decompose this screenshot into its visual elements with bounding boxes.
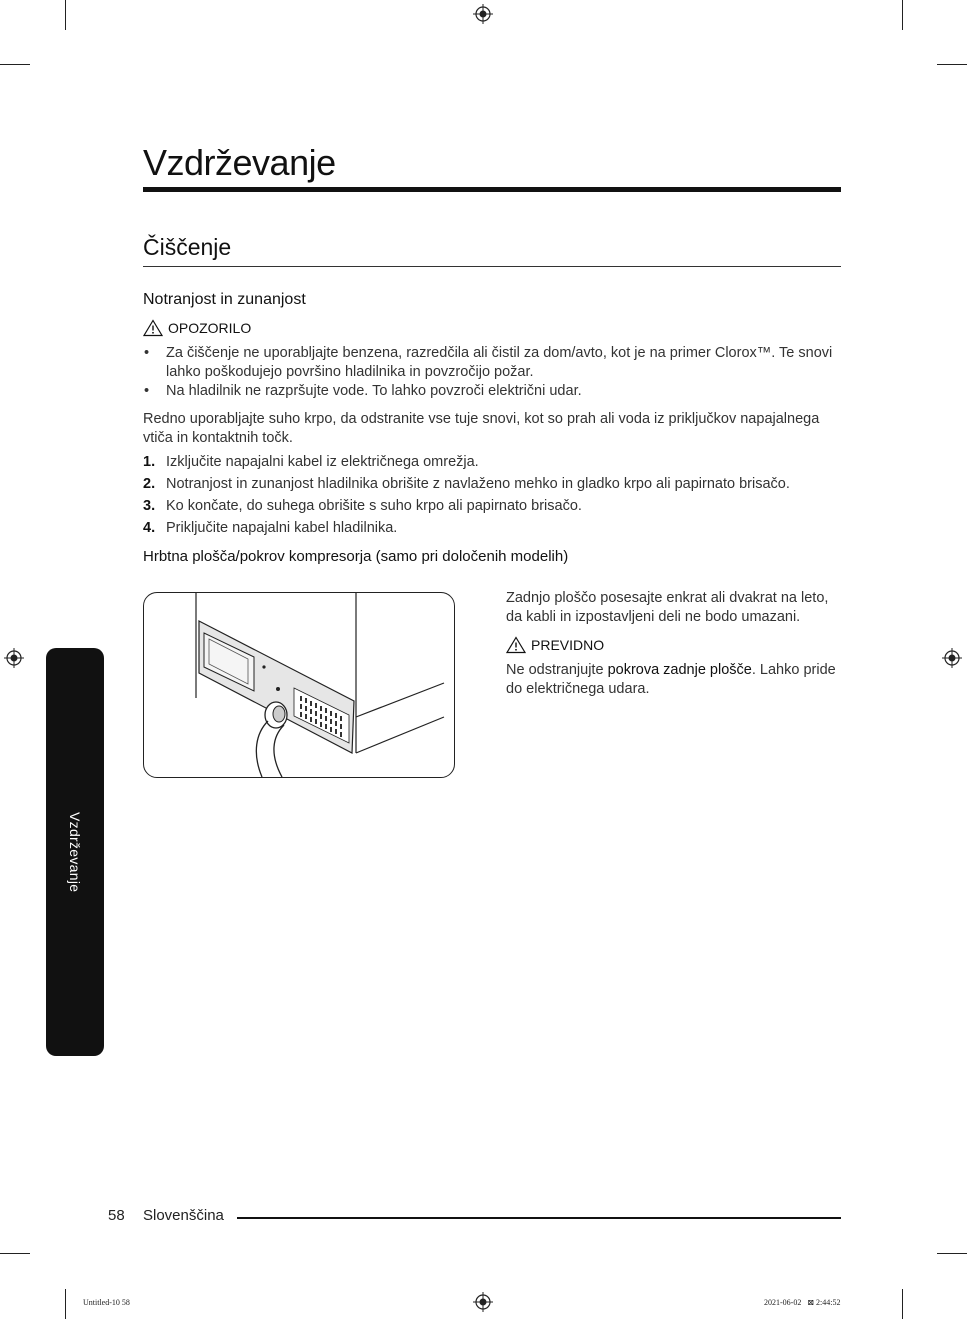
- print-slug-timestamp: [764, 1298, 840, 1307]
- registration-mark-icon: [473, 4, 493, 24]
- step-text: Ko končate, do suhega obrišite s suho krpo ali papirnato brisačo.: [166, 497, 582, 514]
- caution-text-before: Ne odstranjujte: [506, 662, 608, 678]
- print-slug-date: 2021-06-02: [764, 1298, 802, 1307]
- step-item: [143, 495, 843, 517]
- crop-mark: [0, 1253, 30, 1254]
- warning-label: OPOZORILO: [168, 320, 252, 336]
- step-item: [143, 473, 843, 495]
- rear-text: Zadnjo ploščo posesajte enkrat ali dvakrat na leto, da kabli in izpostavljeni deli ne bodo umazani.: [506, 590, 829, 625]
- step-text: Notranjost in zunanjost hladilnika obrišite z navlaženo mehko in gladko krpo ali papirnato brisačo.: [166, 475, 790, 492]
- caution-block: [506, 636, 604, 654]
- warning-bullet-list: [143, 344, 843, 401]
- registration-mark-icon: [942, 648, 962, 668]
- step-text: Izključite napajalni kabel iz električnega omrežja.: [166, 453, 479, 470]
- caution-label: PREVIDNO: [531, 637, 605, 653]
- footer-rule: [237, 1217, 841, 1219]
- step-item: [143, 517, 843, 539]
- step-number: 1.: [143, 453, 156, 470]
- crop-mark: [65, 0, 66, 30]
- caution-text-after: . Lahko pride do električnega udara.: [506, 662, 836, 697]
- step-number: 2.: [143, 475, 156, 492]
- crop-mark: [0, 64, 30, 65]
- print-slug-time-glyph: ⊠: [807, 1298, 815, 1307]
- registration-mark-icon: [4, 648, 24, 668]
- section-rule: [143, 266, 841, 267]
- step-number: 4.: [143, 519, 156, 536]
- step-number: 3.: [143, 497, 156, 514]
- registration-mark-icon: [473, 1292, 493, 1312]
- step-text: Priključite napajalni kabel hladilnika.: [166, 519, 398, 536]
- list-item: • Na hladilnik ne razpršujte vode. To lahko povzroči električni udar.: [143, 382, 843, 401]
- rear-panel-drawing: [144, 593, 454, 777]
- side-tab-label: Vzdrževanje: [67, 811, 83, 893]
- steps-list: [143, 451, 843, 539]
- crop-mark: [65, 1289, 66, 1319]
- crop-mark: [937, 1253, 967, 1254]
- crop-mark: [902, 0, 903, 30]
- caution-text-emphasis: pokrova zadnje plošče: [607, 662, 752, 678]
- footer-language: Slovenščina: [143, 1207, 224, 1224]
- rear-panel-illustration: [143, 592, 455, 778]
- warning-triangle-icon: [143, 319, 163, 337]
- section-title: Čiščenje: [143, 234, 232, 260]
- cleaning-paragraph: Redno uporabljajte suho krpo, da odstranite vse tuje snovi, kot so prah ali voda iz priključkov napajalnega vtiča in kontaktnih točk.: [143, 411, 820, 446]
- caution-text: [506, 661, 846, 699]
- page-number: 58: [108, 1207, 125, 1224]
- side-chapter-tab: [46, 648, 104, 1056]
- page-title: Vzdrževanje: [143, 142, 336, 183]
- title-rule: [143, 187, 841, 192]
- crop-mark: [937, 64, 967, 65]
- warning-triangle-icon: [506, 636, 526, 654]
- interior-heading: Notranjost in zunanjost: [143, 291, 306, 308]
- print-slug-time: 2:44:52: [816, 1298, 841, 1307]
- print-slug-file: Untitled-10 58: [83, 1298, 130, 1307]
- warning-block: [143, 319, 251, 337]
- crop-mark: [902, 1289, 903, 1319]
- list-item: • Za čiščenje ne uporabljajte benzena, razredčila ali čistil za dom/avto, kot je na primer Clorox™. Te snovi lahko poškodujejo površino hladilnika in povzročijo požar.: [143, 344, 843, 382]
- step-item: [143, 451, 843, 473]
- rear-heading: Hrbtna plošča/pokrov kompresorja (samo pri določenih modelih): [143, 548, 569, 565]
